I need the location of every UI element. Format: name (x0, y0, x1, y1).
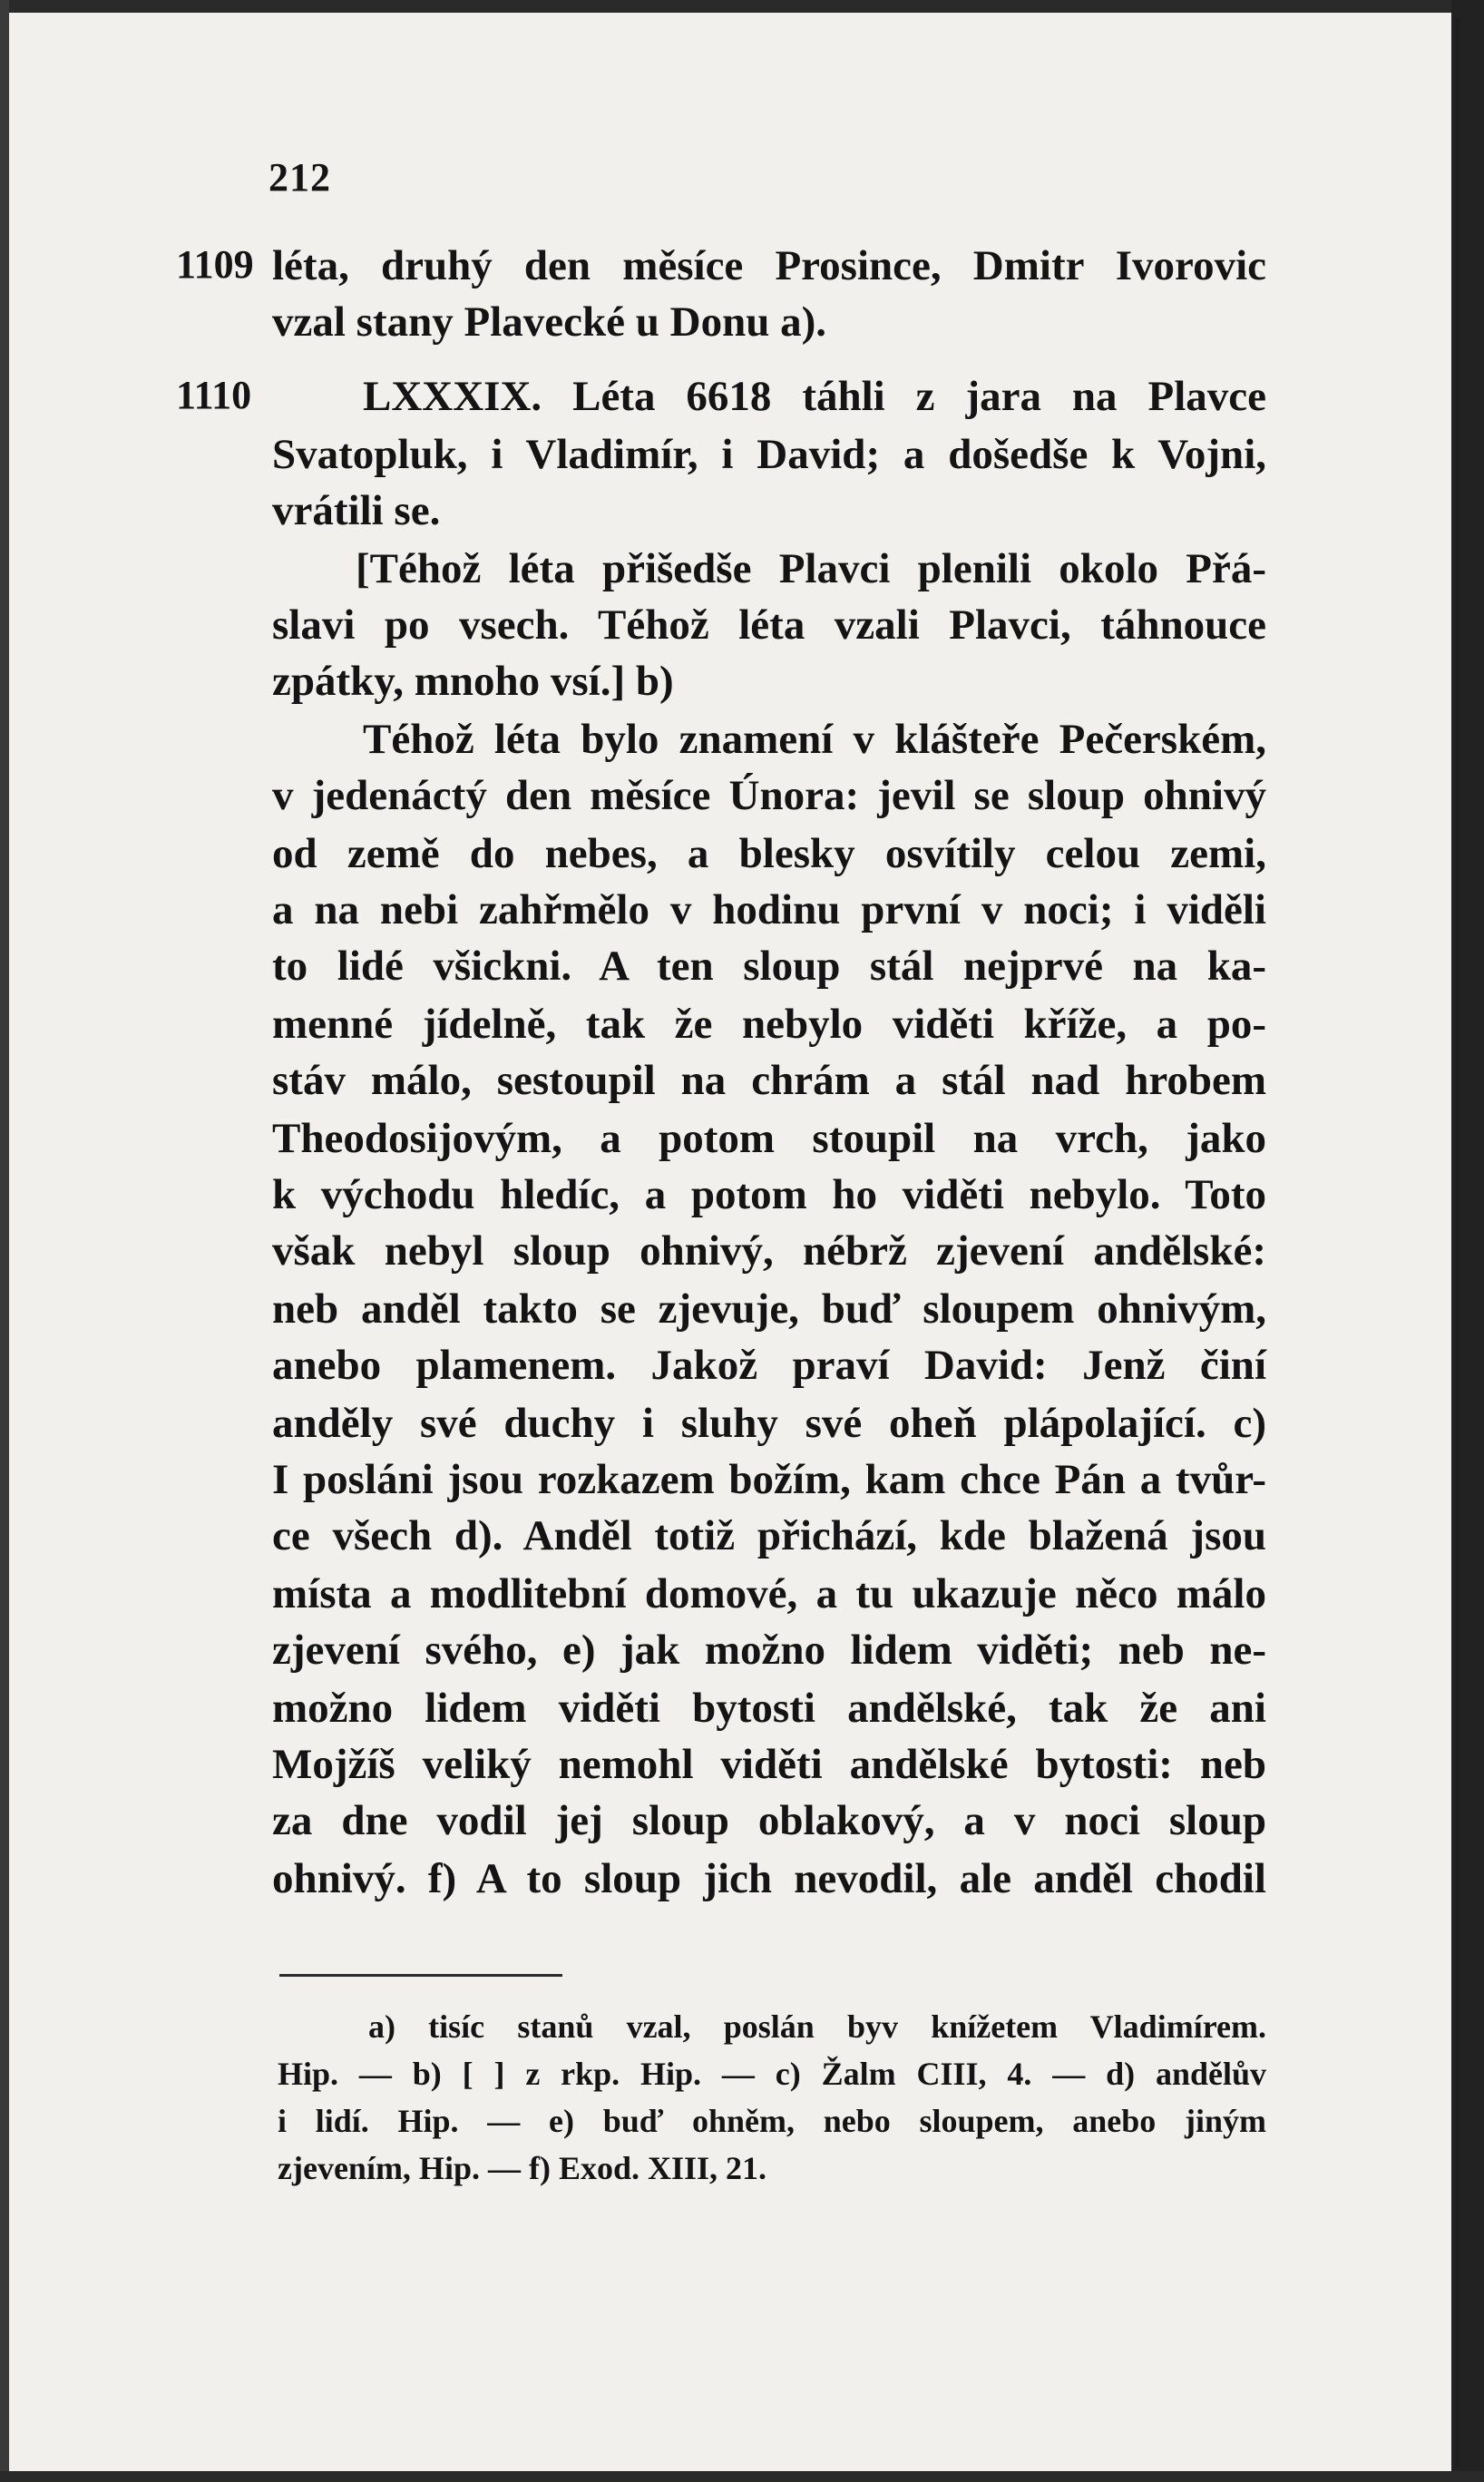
body-line: místa a modlitební domové, a tu ukazuje něco málo (272, 1570, 1266, 1617)
body-line: od země do nebes, a blesky osvítily celou zemi, (272, 830, 1266, 877)
body-line: neb anděl takto se zjevuje, buď sloupem ohnivým, (272, 1285, 1266, 1333)
body-line: vzal stany Plavecké u Donu a). (272, 298, 826, 346)
body-line: ohnivý. f) A to sloup jich nevodil, ale anděl chodil (272, 1855, 1266, 1902)
body-line: však nebyl sloup ohnivý, nébrž zjevení andělské: (272, 1227, 1266, 1275)
body-line: ce všech d). Anděl totiž přichází, kde blažená jsou (272, 1512, 1266, 1559)
body-line: zpátky, mnoho vsí.] b) (272, 658, 674, 705)
margin-year-1110: 1110 (176, 373, 252, 417)
body-line: Mojžíš veliký nemohl viděti andělské bytosti: neb (272, 1741, 1266, 1788)
body-line: to lidé všickni. A ten sloup stál nejprvé na ka- (272, 943, 1266, 990)
footnote-line: a) tisíc stanů vzal, poslán byv knížetem Vladimírem. (368, 2008, 1266, 2045)
body-line: léta, druhý den měsíce Prosince, Dmitr Ivorovic (272, 242, 1266, 289)
footnote-divider (279, 1974, 562, 1977)
page-fold-rule (1455, 18, 1460, 2467)
body-line: za dne vodil jej sloup oblakový, a v noci sloup (272, 1797, 1266, 1844)
body-line: anděly své duchy i sluhy své oheň plápolající. c) (272, 1400, 1266, 1447)
body-line: slavi po vsech. Téhož léta vzali Plavci, táhnouce (272, 601, 1266, 649)
body-line: zjevení svého, e) jak možno lidem viděti; neb ne- (272, 1627, 1266, 1674)
body-line: I posláni jsou rozkazem božím, kam chce Pán a tvůr- (272, 1456, 1266, 1503)
body-line: v jedenáctý den měsíce Února: jevil se sloup ohnivý (272, 772, 1266, 819)
scan-edge-bottom (0, 2471, 1484, 2482)
body-line: anebo plamenem. Jakož praví David: Jenž činí (272, 1342, 1266, 1389)
body-line: stáv málo, sestoupil na chrám a stál nad hrobem (272, 1057, 1266, 1104)
body-line: k východu hledíc, a potom ho viděti nebylo. Toto (272, 1171, 1266, 1218)
scan-edge-top (0, 0, 1484, 13)
body-line: LXXXIX. Léta 6618 táhli z jara na Plavce (363, 373, 1266, 420)
body-line: vrátili se. (272, 487, 441, 534)
margin-year-1109: 1109 (176, 242, 254, 287)
body-line: Téhož léta bylo znamení v klášteře Pečerském, (363, 716, 1266, 763)
page-number: 212 (268, 155, 331, 200)
footnote-line: i lidí. Hip. — e) buď ohněm, nebo sloupem, anebo jiným (278, 2103, 1266, 2139)
body-line: Svatopluk, i Vladimír, i David; a došedše k Vojni, (272, 431, 1266, 478)
body-line: možno lidem viděti bytosti andělské, tak že ani (272, 1685, 1266, 1732)
body-line: a na nebi zahřmělo v hodinu první v noci; i viděli (272, 886, 1266, 933)
body-line: [Téhož léta přišedše Plavci plenili okolo Přá- (356, 545, 1266, 592)
footnote-line: zjevením, Hip. — f) Exod. XIII, 21. (278, 2150, 766, 2186)
body-line: menné jídelně, tak že nebylo viděti kříže, a po- (272, 1001, 1266, 1048)
body-line: Theodosijovým, a potom stoupil na vrch, jako (272, 1115, 1266, 1162)
scan-edge-left (0, 0, 9, 2482)
footnote-line: Hip. — b) [ ] z rkp. Hip. — c) Žalm CIII, 4. — d) andělův (278, 2056, 1266, 2092)
